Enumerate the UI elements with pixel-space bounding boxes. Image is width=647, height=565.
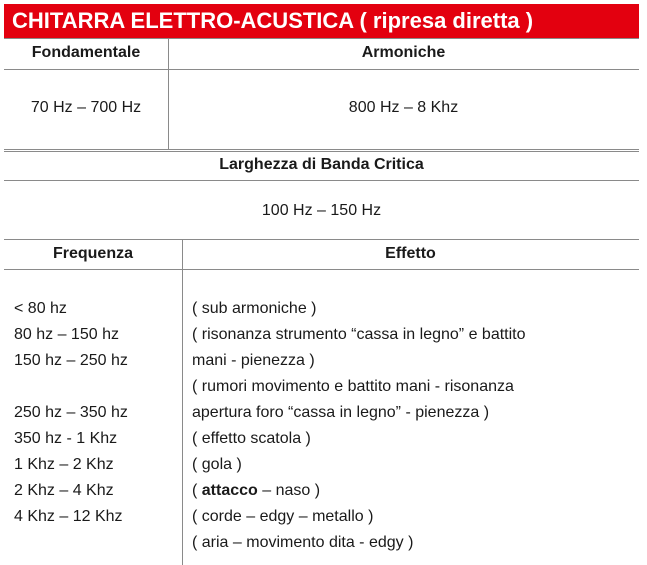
frequency-row: 2 Khz – 4 Khz [14,482,114,499]
effect-row: ( sub armoniche ) [192,300,317,317]
frequency-row [14,530,128,556]
frequency-row: 350 hz - 1 Khz [14,430,118,447]
divider [4,38,639,39]
frequency-row: 250 hz – 350 hz [14,404,128,421]
effect-row: ( aria – movimento dita - edgy ) [192,534,414,551]
header-banda-critica: Larghezza di Banda Critica [219,156,424,173]
divider [4,69,639,70]
effect-column [192,296,526,556]
effect-suffix: – naso ) [257,482,321,499]
effect-row: ( risonanza strumento “cassa in legno” e battito [192,326,526,343]
effect-row: ( effetto scatola ) [192,430,311,447]
title-bar [4,4,639,38]
frequency-row: 150 hz – 250 hz [14,352,128,369]
header-fondamentale: Fondamentale [31,44,141,61]
header-armoniche: Armoniche [361,44,446,61]
column-divider [182,239,183,565]
header-frequenza: Frequenza [52,245,133,262]
effect-row: ( corde – edgy – metallo ) [192,508,374,525]
effect-row: ( rumori movimento e battito mani - risonanza [192,378,514,395]
effect-row: mani - pienezza ) [192,352,315,369]
divider [4,151,639,152]
frequency-column [14,296,128,556]
header-effetto: Effetto [385,245,436,262]
effect-row [192,478,526,504]
sheet-title: CHITARRA ELETTRO-ACUSTICA ( ripresa diretta ) [12,8,534,33]
value-armoniche: 800 Hz – 8 Khz [348,99,459,116]
effect-prefix: ( [192,482,202,499]
spec-sheet [4,4,639,565]
column-divider [168,38,169,149]
value-banda-critica: 100 Hz – 150 Hz [261,202,382,219]
divider [4,180,639,181]
effect-row: ( gola ) [192,456,242,473]
frequency-row: 1 Khz – 2 Khz [14,456,114,473]
frequency-row: 80 hz – 150 hz [14,326,119,343]
divider [4,239,639,240]
frequency-row: < 80 hz [14,300,67,317]
divider [4,269,639,270]
frequency-row: 4 Khz – 12 Khz [14,508,123,525]
effect-emphasis: attacco [201,482,258,499]
effect-row: apertura foro “cassa in legno” - pienezza ) [192,404,490,421]
divider [4,149,639,150]
frequency-row [14,374,128,400]
value-fondamentale: 70 Hz – 700 Hz [30,99,142,116]
